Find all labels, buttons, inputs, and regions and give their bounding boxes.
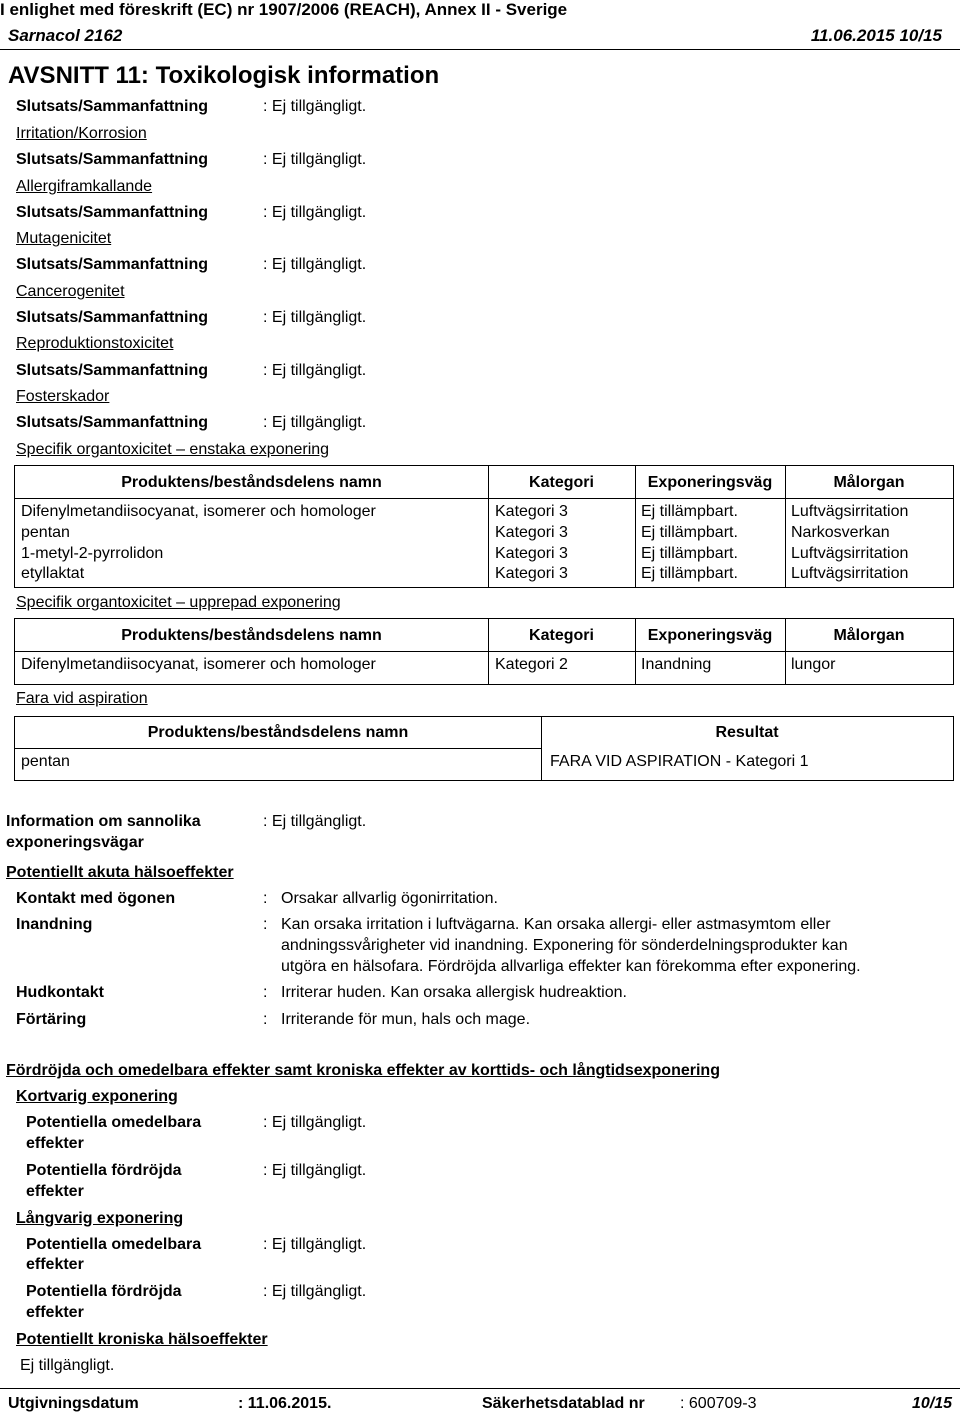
table-cell: Kategori 3 xyxy=(495,565,568,582)
effect-label: effekter xyxy=(26,1304,84,1321)
summary-value: : Ej tillgängligt. xyxy=(263,256,367,273)
footer-divider xyxy=(0,1388,960,1389)
section-title: AVSNITT 11: Toxikologisk information xyxy=(8,62,440,89)
column-header: Produktens/beståndsdelens namn xyxy=(121,627,382,644)
table-cell: 1-metyl-2-pyrrolidon xyxy=(21,545,164,562)
stot-repeated-heading: Specifik organtoxicitet – upprepad exponering xyxy=(16,594,341,611)
table-cell: Kategori 3 xyxy=(495,545,568,562)
header-divider xyxy=(0,49,960,50)
exposure-routes-label: Information om sannolika xyxy=(6,813,201,830)
summary-label: Slutsats/Sammanfattning xyxy=(16,256,209,273)
effect-colon: : xyxy=(263,890,268,907)
effect-text: utgöra en hälsofara. Fördröjda allvarliga effekter kan förekomma efter exponering. xyxy=(281,958,861,975)
hazard-heading: Reproduktionstoxicitet xyxy=(16,335,174,352)
aspiration-table xyxy=(14,716,954,781)
summary-value: : Ej tillgängligt. xyxy=(263,414,367,431)
summary-label: Slutsats/Sammanfattning xyxy=(16,414,209,431)
hazard-heading: Allergiframkallande xyxy=(16,178,153,195)
column-header: Kategori xyxy=(529,627,594,644)
sds-number-label: Säkerhetsdatablad nr xyxy=(482,1395,645,1412)
table-cell: pentan xyxy=(21,524,70,541)
effect-label: Potentiella fördröjda xyxy=(26,1162,182,1179)
effect-label: Inandning xyxy=(16,916,93,933)
table-cell: Luftvägsirritation xyxy=(791,503,909,520)
stot-repeated-table xyxy=(14,618,954,685)
acute-effects-heading: Potentiellt akuta hälsoeffekter xyxy=(6,864,234,881)
aspiration-heading: Fara vid aspiration xyxy=(16,690,148,707)
table-cell: Difenylmetandiisocyanat, isomerer och homologer xyxy=(21,503,376,520)
effect-text: Irriterande för mun, hals och mage. xyxy=(281,1011,531,1028)
table-cell: Ej tillämpbart. xyxy=(641,503,738,520)
effect-text: Irriterar huden. Kan orsaka allergisk hudreaktion. xyxy=(281,984,627,1001)
table-cell: Ej tillämpbart. xyxy=(641,545,738,562)
table-cell: Kategori 2 xyxy=(495,656,568,673)
long-term-heading: Långvarig exponering xyxy=(16,1210,184,1227)
chronic-value: Ej tillgängligt. xyxy=(20,1357,115,1374)
table-cell: pentan xyxy=(21,753,70,770)
delayed-heading: Fördröjda och omedelbara effekter samt kroniska effekter av korttids- och långtidsexponering xyxy=(6,1062,720,1079)
table-cell: Kategori 3 xyxy=(495,503,568,520)
effect-value: : Ej tillgängligt. xyxy=(263,1283,367,1300)
table-cell: FARA VID ASPIRATION - Kategori 1 xyxy=(550,753,809,770)
issue-date-value: : 11.06.2015. xyxy=(238,1395,332,1412)
effect-text: Kan orsaka irritation i luftvägarna. Kan orsaka allergi- eller astmasymtom eller xyxy=(281,916,831,933)
summary-value: : Ej tillgängligt. xyxy=(263,362,367,379)
exposure-routes-value: : Ej tillgängligt. xyxy=(263,813,367,830)
effect-text: andningssvårigheter vid inandning. Exponering för sönderdelningsprodukter kan xyxy=(281,937,848,954)
hazard-heading: Mutagenicitet xyxy=(16,230,112,247)
table-cell: Luftvägsirritation xyxy=(791,545,909,562)
summary-label: Slutsats/Sammanfattning xyxy=(16,204,209,221)
summary-value: : Ej tillgängligt. xyxy=(263,204,367,221)
product-name: Sarnacol 2162 xyxy=(8,26,123,45)
chronic-heading: Potentiellt kroniska hälsoeffekter xyxy=(16,1331,268,1348)
effect-value: : Ej tillgängligt. xyxy=(263,1162,367,1179)
effect-value: : Ej tillgängligt. xyxy=(263,1236,367,1253)
regulation-header: I enlighet med föreskrift (EC) nr 1907/2006 (REACH), Annex II - Sverige xyxy=(0,0,568,19)
effect-label: Hudkontakt xyxy=(16,984,104,1001)
column-header: Resultat xyxy=(715,724,779,741)
effect-text: Orsakar allvarlig ögonirritation. xyxy=(281,890,498,907)
summary-label: Slutsats/Sammanfattning xyxy=(16,309,209,326)
effect-label: effekter xyxy=(26,1135,84,1152)
effect-label: Potentiella omedelbara xyxy=(26,1114,202,1131)
effect-label: Potentiella omedelbara xyxy=(26,1236,202,1253)
column-header: Exponeringsväg xyxy=(647,627,773,644)
table-cell: etyllaktat xyxy=(21,565,85,582)
hazard-heading: Cancerogenitet xyxy=(16,283,125,300)
effect-label: Kontakt med ögonen xyxy=(16,890,176,907)
stot-single-heading: Specifik organtoxicitet – enstaka exponering xyxy=(16,441,330,458)
summary-label: Slutsats/Sammanfattning xyxy=(16,362,209,379)
table-cell: Luftvägsirritation xyxy=(791,565,909,582)
effect-value: : Ej tillgängligt. xyxy=(263,1114,367,1131)
hazard-heading: Irritation/Korrosion xyxy=(16,125,147,142)
summary-label: Slutsats/Sammanfattning xyxy=(16,98,209,115)
effect-label: effekter xyxy=(26,1183,84,1200)
column-header: Målorgan xyxy=(833,627,905,644)
effect-label: Potentiella fördröjda xyxy=(26,1283,182,1300)
effect-label: effekter xyxy=(26,1256,84,1273)
table-cell: lungor xyxy=(791,656,836,673)
column-header: Produktens/beståndsdelens namn xyxy=(121,474,382,491)
table-cell: Narkosverkan xyxy=(791,524,890,541)
summary-value: : Ej tillgängligt. xyxy=(263,98,367,115)
table-cell: Ej tillämpbart. xyxy=(641,524,738,541)
effect-colon: : xyxy=(263,916,268,933)
short-term-heading: Kortvarig exponering xyxy=(16,1088,178,1105)
exposure-routes-label: exponeringsvägar xyxy=(6,834,144,851)
effect-label: Förtäring xyxy=(16,1011,87,1028)
table-cell: Difenylmetandiisocyanat, isomerer och homologer xyxy=(21,656,376,673)
column-header: Exponeringsväg xyxy=(647,474,773,491)
stot-single-table xyxy=(14,465,954,588)
table-cell: Inandning xyxy=(641,656,712,673)
footer-page: 10/15 xyxy=(911,1395,952,1412)
column-header: Målorgan xyxy=(833,474,905,491)
hazard-heading: Fosterskador xyxy=(16,388,110,405)
date-page: 11.06.2015 10/15 xyxy=(810,26,942,45)
summary-value: : Ej tillgängligt. xyxy=(263,151,367,168)
column-header: Kategori xyxy=(529,474,594,491)
table-cell: Ej tillämpbart. xyxy=(641,565,738,582)
summary-value: : Ej tillgängligt. xyxy=(263,309,367,326)
sds-number-value: : 600709-3 xyxy=(680,1395,757,1412)
issue-date-label: Utgivningsdatum xyxy=(8,1395,139,1412)
effect-colon: : xyxy=(263,1011,268,1028)
table-cell: Kategori 3 xyxy=(495,524,568,541)
column-header: Produktens/beståndsdelens namn xyxy=(147,724,409,741)
summary-label: Slutsats/Sammanfattning xyxy=(16,151,209,168)
effect-colon: : xyxy=(263,984,268,1001)
